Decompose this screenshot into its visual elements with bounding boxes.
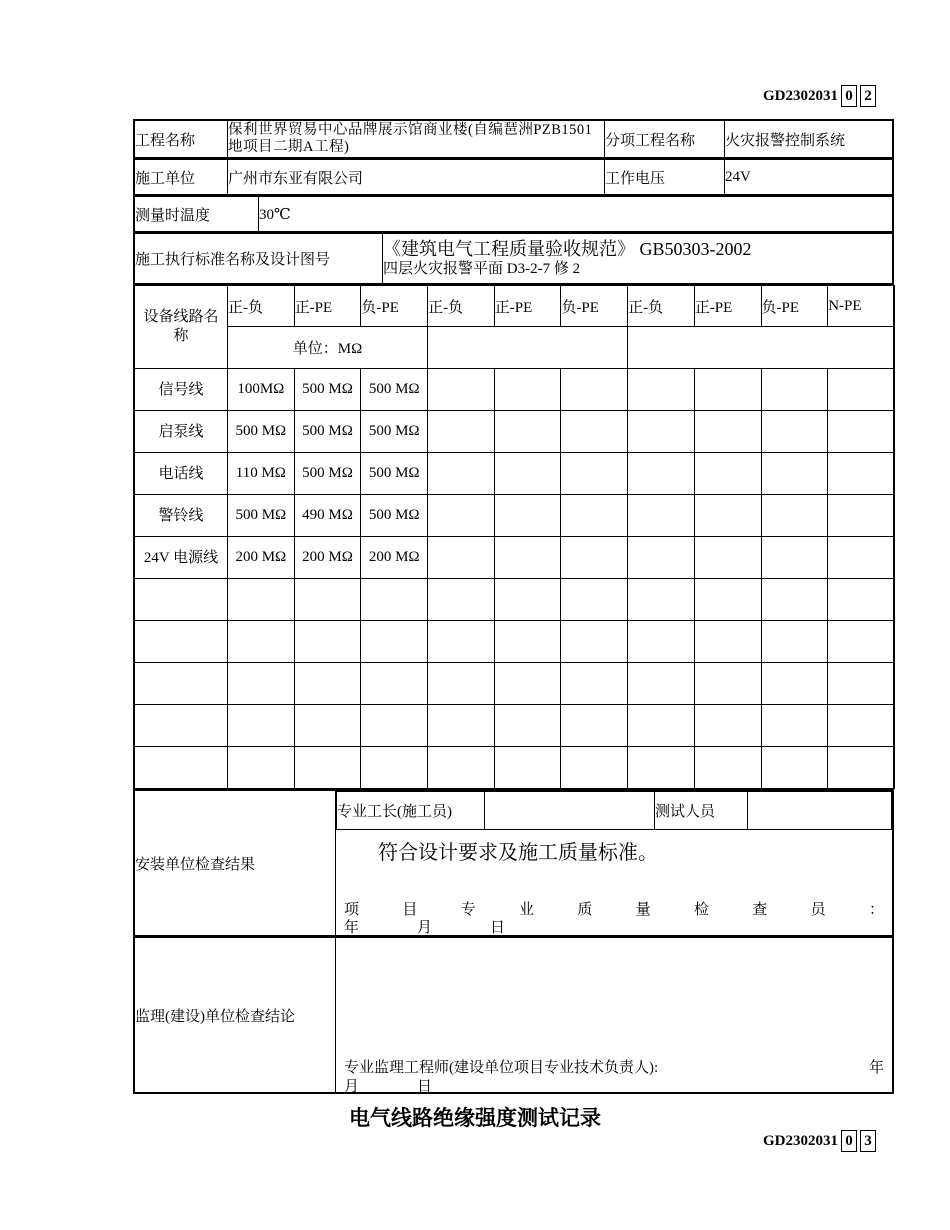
resistance-value (494, 411, 561, 453)
table-row (135, 705, 895, 747)
line-name (135, 747, 228, 789)
document-code-prefix: GD2302031 (763, 87, 838, 104)
resistance-value (761, 705, 828, 747)
resistance-value (361, 747, 428, 789)
table-row (135, 411, 895, 453)
sub-project-value: 火灾报警控制系统 (725, 121, 893, 158)
resistance-value: 200 MΩ (294, 537, 361, 579)
resistance-value (761, 453, 828, 495)
column-header: 正-负 (228, 286, 295, 327)
resistance-value (428, 705, 495, 747)
resistance-value (761, 411, 828, 453)
resistance-value (828, 411, 895, 453)
resistance-value (694, 705, 761, 747)
resistance-value (494, 747, 561, 789)
column-header: 正-负 (428, 286, 495, 327)
resistance-value: 500 MΩ (294, 411, 361, 453)
standard-label: 施工执行标准名称及设计图号 (135, 234, 383, 284)
resistance-value: 500 MΩ (228, 411, 295, 453)
resistance-value (428, 747, 495, 789)
column-header: 负-PE (561, 286, 628, 327)
resistance-value: 500 MΩ (294, 369, 361, 411)
resistance-value (494, 453, 561, 495)
supervision-year: 年 (868, 1060, 884, 1076)
resistance-value (494, 495, 561, 537)
resistance-value (828, 369, 895, 411)
resistance-value (694, 495, 761, 537)
resistance-value (628, 411, 695, 453)
resistance-value: 490 MΩ (294, 495, 361, 537)
date-char: 月 (417, 920, 433, 936)
column-header: 正-PE (694, 286, 761, 327)
inspection-date-line (344, 916, 505, 937)
resistance-value (561, 705, 628, 747)
resistance-value (561, 411, 628, 453)
resistance-value: 500 MΩ (361, 369, 428, 411)
table-row (135, 453, 895, 495)
voltage-value: 24V (725, 160, 893, 195)
resistance-value: 100MΩ (228, 369, 295, 411)
standard-row (134, 233, 894, 285)
resistance-value (761, 537, 828, 579)
table-row (135, 495, 895, 537)
line-name: 警铃线 (135, 495, 228, 537)
line-name: 启泵线 (135, 411, 228, 453)
inspector-char: ： (868, 902, 884, 918)
inspector-char: 目 (402, 902, 418, 918)
resistance-value (561, 495, 628, 537)
document-title: 电气线路绝缘强度测试记录 (349, 1106, 601, 1130)
resistance-value: 500 MΩ (228, 495, 295, 537)
resistance-value (228, 705, 295, 747)
install-label: 安装单位检查结果 (135, 791, 336, 936)
resistance-value (494, 537, 561, 579)
resistance-value (694, 537, 761, 579)
supervision-day: 日 (417, 1079, 433, 1095)
table-row (135, 621, 895, 663)
resistance-value (428, 453, 495, 495)
sub-project-label: 分项工程名称 (605, 121, 725, 158)
table-row (135, 663, 895, 705)
resistance-value (228, 579, 295, 621)
resistance-value (294, 579, 361, 621)
resistance-value (294, 747, 361, 789)
resistance-value (628, 579, 695, 621)
resistance-value (228, 621, 295, 663)
resistance-value (828, 495, 895, 537)
resistance-value: 500 MΩ (361, 495, 428, 537)
resistance-value (561, 747, 628, 789)
inspector-char: 业 (518, 902, 534, 918)
column-header: 正-PE (494, 286, 561, 327)
line-name: 24V 电源线 (135, 537, 228, 579)
document-code-prefix: GD2302031 (763, 1132, 838, 1149)
drawing-number: 四层火灾报警平面 D3-2-7 修 2 (383, 260, 581, 277)
document-code-digit: 2 (860, 85, 876, 107)
line-name (135, 663, 228, 705)
resistance-value (628, 747, 695, 789)
resistance-value (761, 579, 828, 621)
unit-empty (428, 327, 628, 369)
unit-empty (628, 327, 895, 369)
resistance-value (494, 705, 561, 747)
resistance-value (561, 453, 628, 495)
resistance-value (828, 705, 895, 747)
resistance-value (294, 621, 361, 663)
resistance-value: 200 MΩ (361, 537, 428, 579)
resistance-value (628, 453, 695, 495)
table-row (135, 747, 895, 789)
resistance-value: 500 MΩ (294, 453, 361, 495)
document-code-top (763, 85, 876, 107)
resistance-value (428, 495, 495, 537)
resistance-value (294, 705, 361, 747)
resistance-value (694, 579, 761, 621)
resistance-value (561, 579, 628, 621)
unit-label: 单位：MΩ (228, 327, 428, 369)
project-name-value: 保利世界贸易中心品牌展示馆商业楼(自编琶洲PZB1501地项目二期A工程) (228, 121, 605, 158)
resistance-value (228, 747, 295, 789)
resistance-value (428, 621, 495, 663)
column-header: 正-PE (294, 286, 361, 327)
document-code-digit: 0 (841, 1130, 857, 1152)
resistance-value (694, 747, 761, 789)
date-char: 日 (490, 920, 506, 936)
contractor-value: 广州市东亚有限公司 (228, 160, 605, 195)
resistance-value (761, 369, 828, 411)
resistance-value (561, 369, 628, 411)
inspector-char: 员 (810, 902, 826, 918)
resistance-value (428, 579, 495, 621)
column-header: N-PE (828, 286, 895, 327)
resistance-value: 110 MΩ (228, 453, 295, 495)
date-char: 年 (344, 920, 360, 936)
resistance-value: 200 MΩ (228, 537, 295, 579)
table-row (135, 537, 895, 579)
measurement-grid-cell (134, 285, 894, 790)
resistance-value (694, 369, 761, 411)
install-result: 符合设计要求及施工质量标准。 (378, 842, 658, 864)
resistance-value (628, 705, 695, 747)
resistance-value (428, 411, 495, 453)
temperature-value: 30℃ (259, 197, 893, 232)
contractor-row (134, 159, 894, 196)
supervision-month: 月 (344, 1079, 360, 1095)
resistance-value (361, 579, 428, 621)
contractor-label: 施工单位 (135, 160, 228, 195)
resistance-value (828, 453, 895, 495)
resistance-value (628, 621, 695, 663)
project-row (134, 120, 894, 159)
inspector-char: 检 (693, 902, 709, 918)
resistance-value: 500 MΩ (361, 453, 428, 495)
supervision-section (134, 937, 894, 1094)
test-record-table (133, 119, 894, 1094)
inspector-char: 量 (635, 902, 651, 918)
document-code-digit: 0 (841, 85, 857, 107)
resistance-value (561, 663, 628, 705)
resistance-value (761, 747, 828, 789)
resistance-value (494, 621, 561, 663)
tester-label: 测试人员 (655, 792, 748, 830)
resistance-value (561, 621, 628, 663)
column-header: 负-PE (761, 286, 828, 327)
inspector-char: 专 (460, 902, 476, 918)
supervisor-signature-label: 专业监理工程师(建设单位项目专业技术负责人): (344, 1060, 659, 1076)
resistance-value (561, 537, 628, 579)
inspector-char: 查 (752, 902, 768, 918)
resistance-value (428, 663, 495, 705)
tester-value (748, 792, 892, 830)
resistance-value (628, 369, 695, 411)
resistance-value (828, 537, 895, 579)
resistance-value (494, 579, 561, 621)
column-header: 负-PE (361, 286, 428, 327)
standard-spec: 《建筑电气工程质量验收规范》 GB50303-2002 (383, 238, 752, 259)
resistance-value (361, 705, 428, 747)
resistance-value (628, 495, 695, 537)
resistance-value (828, 621, 895, 663)
inspector-char: 项 (344, 902, 360, 918)
table-row (135, 579, 895, 621)
document-code-digit: 3 (860, 1130, 876, 1152)
foreman-value (485, 792, 655, 830)
resistance-value (828, 747, 895, 789)
resistance-value (761, 663, 828, 705)
foreman-label: 专业工长(施工员) (337, 792, 485, 830)
line-name (135, 621, 228, 663)
resistance-value (228, 663, 295, 705)
voltage-label: 工作电压 (605, 160, 725, 195)
resistance-value (694, 621, 761, 663)
resistance-value (361, 621, 428, 663)
temperature-label: 测量时温度 (135, 197, 259, 232)
project-name-label: 工程名称 (135, 121, 228, 158)
line-name: 电话线 (135, 453, 228, 495)
resistance-value (494, 663, 561, 705)
resistance-value (694, 663, 761, 705)
resistance-value (694, 411, 761, 453)
resistance-value (761, 495, 828, 537)
resistance-value (428, 537, 495, 579)
resistance-value (628, 537, 695, 579)
supervision-label: 监理(建设)单位检查结论 (135, 938, 336, 1093)
install-section (134, 790, 894, 937)
resistance-value (428, 369, 495, 411)
resistance-value (494, 369, 561, 411)
row-header: 设备线路名称 (135, 286, 228, 369)
resistance-value: 500 MΩ (361, 411, 428, 453)
line-name (135, 705, 228, 747)
resistance-value (761, 621, 828, 663)
column-header: 正-负 (628, 286, 695, 327)
inspector-char: 质 (577, 902, 593, 918)
resistance-value (361, 663, 428, 705)
line-name: 信号线 (135, 369, 228, 411)
line-name (135, 579, 228, 621)
table-row (135, 369, 895, 411)
resistance-value (828, 579, 895, 621)
resistance-value (294, 663, 361, 705)
measurement-grid (134, 285, 895, 789)
resistance-value (628, 663, 695, 705)
document-code-bottom (763, 1130, 876, 1152)
resistance-value (694, 453, 761, 495)
resistance-value (828, 663, 895, 705)
temperature-row (134, 196, 894, 233)
